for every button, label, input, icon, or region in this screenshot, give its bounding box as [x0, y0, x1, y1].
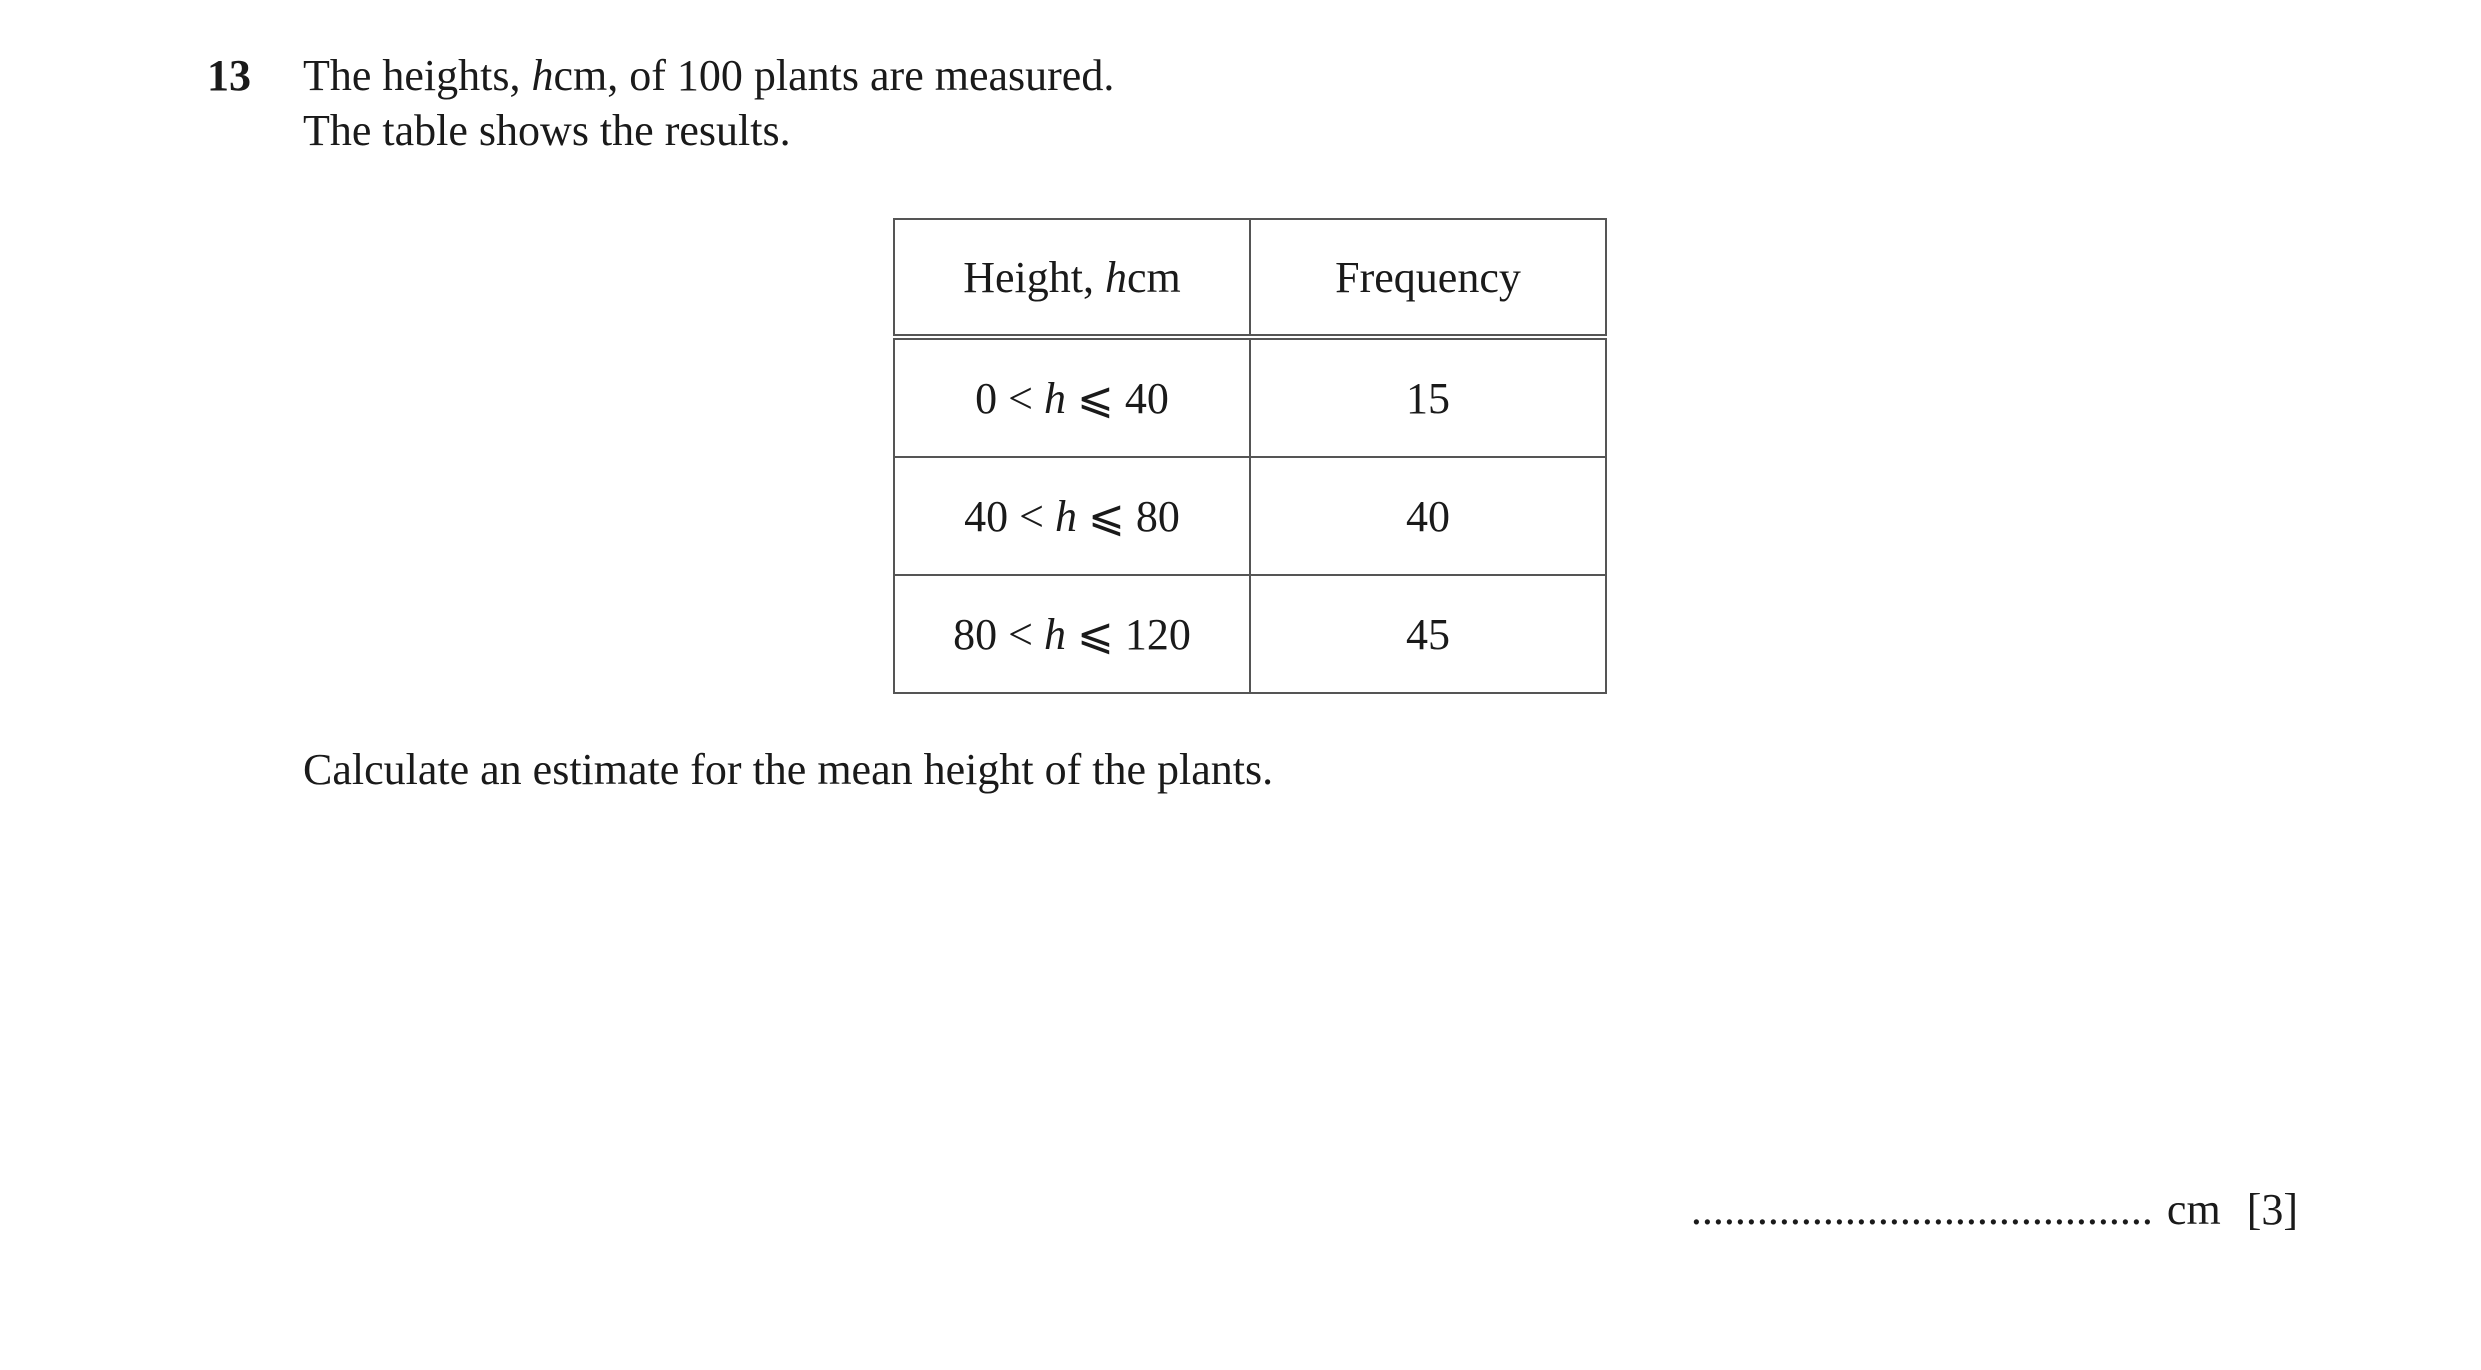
height-interval-cell: 40 < h ⩽ 80	[894, 457, 1250, 575]
answer-unit: cm	[2166, 1185, 2221, 1234]
frequency-cell: 15	[1250, 337, 1606, 457]
question-text-pre: The heights,	[303, 51, 521, 100]
frequency-cell: 45	[1250, 575, 1606, 693]
question-text-line2: The table shows the results.	[303, 106, 791, 155]
results-table	[893, 218, 1607, 694]
answer-blank[interactable]: ..........................................	[1690, 1185, 2153, 1234]
table-row	[894, 575, 1606, 693]
height-column-header: Height, hcm	[894, 219, 1250, 337]
frequency-column-header: Frequency	[1250, 219, 1606, 337]
height-interval-cell: 0 < h ⩽ 40	[894, 337, 1250, 457]
height-interval-cell: 80 < h ⩽ 120	[894, 575, 1250, 693]
question-text-post: cm, of 100 plants are measured.	[553, 51, 1115, 100]
question-prompt: Calculate an estimate for the mean height of the plants.	[303, 745, 1274, 794]
marks-label: [3]	[2246, 1185, 2298, 1234]
question-text-line1	[303, 46, 1114, 106]
table-row	[894, 457, 1606, 575]
table-row	[894, 337, 1606, 457]
question-number: 13	[207, 51, 251, 100]
height-variable: h	[531, 51, 554, 100]
frequency-cell: 40	[1250, 457, 1606, 575]
table-header-row	[894, 219, 1606, 337]
answer-line	[1691, 1180, 2298, 1240]
